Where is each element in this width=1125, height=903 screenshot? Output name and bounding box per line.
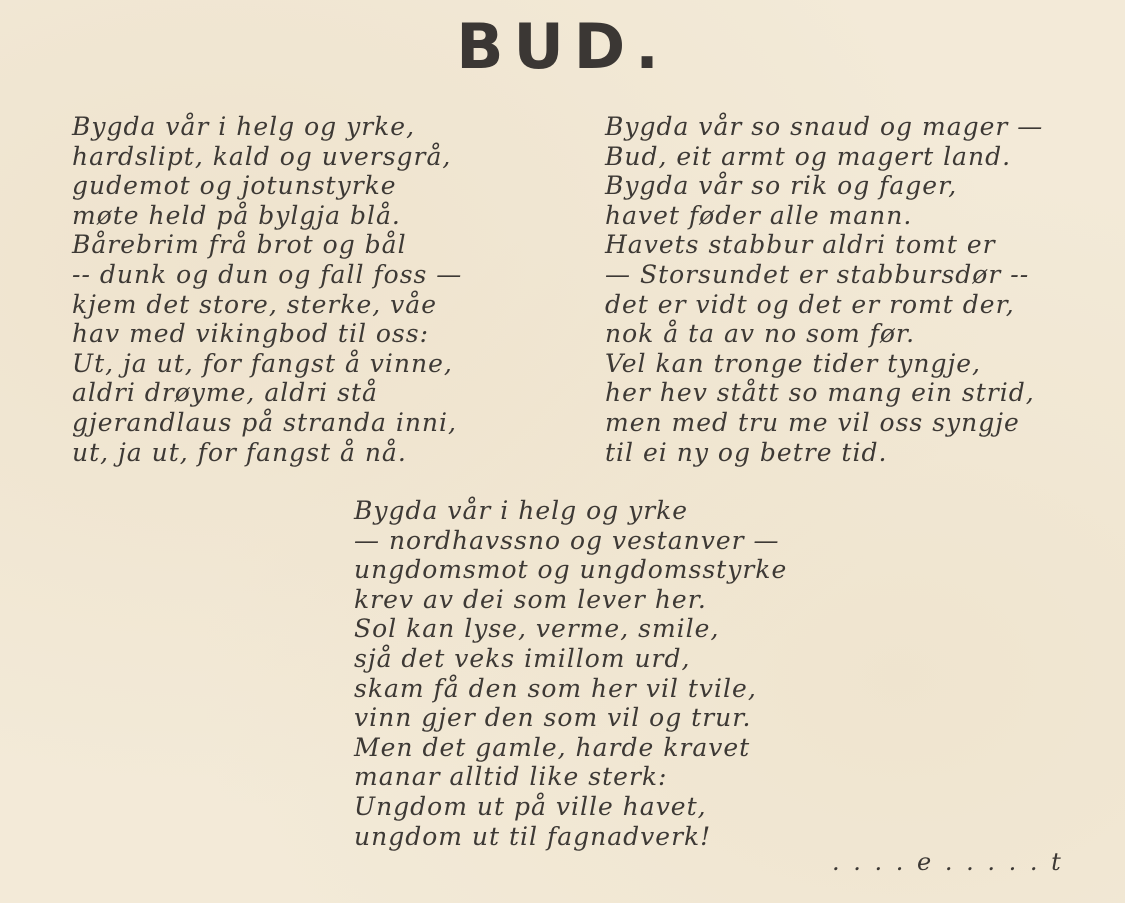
poem-line: ut, ja ut, for fangst å nå.	[72, 437, 407, 467]
poem-line: Havets stabbur aldri tomt er	[605, 230, 996, 260]
poem-line: Ut, ja ut, for fangst å vinne,	[72, 348, 453, 378]
poem-line: skam få den som her vil tvile,	[354, 673, 757, 703]
poem-line: — Storsundet er stabbursdør --	[605, 259, 1030, 289]
poem-line: gudemot og jotunstyrke	[72, 171, 397, 201]
poem-line: aldri drøyme, aldri stå	[72, 378, 378, 408]
poem-line: men med tru me vil oss syngje	[605, 407, 1020, 437]
poem-line: manar alltid like sterk:	[354, 762, 668, 792]
poem-line: sjå det veks imillom urd,	[354, 643, 691, 673]
poem-line: -- dunk og dun og fall foss —	[72, 259, 463, 289]
poem-line: krev av dei som lever her.	[354, 584, 707, 614]
poem-line: Sol kan lyse, verme, smile,	[354, 614, 720, 644]
poem-line: her hev stått so mang ein strid,	[605, 378, 1035, 408]
poem-line: Bygda vår so snaud og mager —	[605, 112, 1044, 141]
poem-line: Bygda vår i helg og yrke	[354, 496, 689, 525]
poem-title: BUD.	[456, 10, 669, 83]
poem-line: havet føder alle mann.	[605, 200, 913, 230]
poem-line: Bud, eit armt og magert land.	[605, 141, 1012, 171]
poem-line: ungdomsmot og ungdomsstyrke	[354, 555, 788, 585]
poem-line: Men det gamle, harde kravet	[354, 732, 751, 762]
poem-line: Vel kan tronge tider tyngje,	[605, 348, 981, 378]
poem-line: ungdom ut til fagnadverk!	[354, 821, 712, 851]
poem-line: — nordhavssno og vestanver —	[354, 525, 780, 555]
poem-line: Bårebrim frå brot og bål	[72, 230, 407, 260]
signature: . . . . e . . . . . t	[832, 848, 1064, 876]
poem-line: kjem det store, sterke, våe	[72, 289, 437, 319]
poem-line: møte held på bylgja blå.	[72, 200, 401, 230]
poem-line: Ungdom ut på ville havet,	[354, 791, 707, 821]
stanza-right	[605, 112, 1043, 467]
poem-line: hav med vikingbod til oss:	[72, 319, 430, 349]
poem-line: Bygda vår i helg og yrke,	[72, 112, 416, 141]
poem-line: vinn gjer den som vil og trur.	[354, 703, 752, 733]
poem-line: hardslipt, kald og uversgrå,	[72, 141, 452, 171]
poem-line: nok å ta av no som før.	[605, 319, 916, 349]
poem-line: gjerandlaus på stranda inni,	[72, 407, 457, 437]
poem-line: det er vidt og det er romt der,	[605, 289, 1015, 319]
stanza-bottom	[354, 496, 787, 851]
poem-line: Bygda vår so rik og fager,	[605, 171, 958, 201]
stanza-left	[72, 112, 462, 467]
poem-line: til ei ny og betre tid.	[605, 437, 888, 467]
